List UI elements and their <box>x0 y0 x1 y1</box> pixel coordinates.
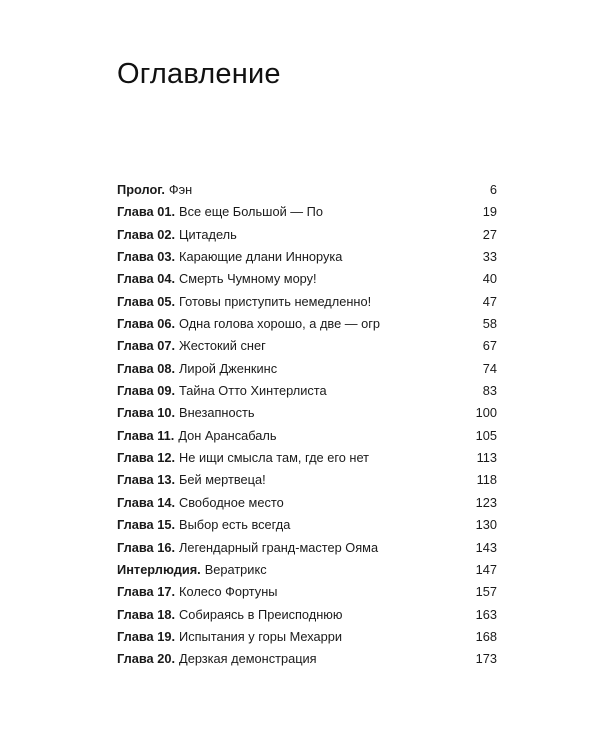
toc-entry-label: Глава 15. <box>117 517 176 533</box>
toc-entry-page-number: 157 <box>475 584 497 600</box>
toc-entry-label: Глава 01. <box>117 204 176 220</box>
toc-entry <box>117 626 497 648</box>
toc-entry-title: Свободное место <box>179 494 284 510</box>
toc-entry <box>117 246 497 268</box>
toc-entry <box>117 201 497 223</box>
toc-entry-title: Легендарный гранд-мастер Ояма <box>179 539 379 555</box>
toc-entry <box>117 268 497 290</box>
toc-entry-title: Не ищи смысла там, где его нет <box>179 450 370 466</box>
toc-entry-label: Интерлюдия. <box>117 561 201 577</box>
toc-entry-page-number: 100 <box>475 405 497 421</box>
toc-entry-page-number: 163 <box>475 606 497 622</box>
toc-entry-label: Глава 09. <box>117 383 176 399</box>
toc-entry-title: Собираясь в Преисподнюю <box>179 606 343 622</box>
toc-entry-label: Глава 04. <box>117 271 176 287</box>
toc-entry <box>117 648 497 670</box>
toc-entry-label: Глава 17. <box>117 584 176 600</box>
toc-entry-page-number: 27 <box>482 226 497 242</box>
toc-entry <box>117 469 497 491</box>
toc-entry-label: Глава 06. <box>117 316 176 332</box>
toc-entry-label: Глава 13. <box>117 472 176 488</box>
toc-entry-label: Глава 20. <box>117 651 176 667</box>
toc-entry-label: Глава 08. <box>117 360 176 376</box>
toc-entry <box>117 291 497 313</box>
toc-entry-page-number: 40 <box>482 271 497 287</box>
toc-entry-title: Лирой Дженкинс <box>179 360 278 376</box>
toc-entry <box>117 447 497 469</box>
toc-entry-title: Колесо Фортуны <box>179 584 278 600</box>
toc-entry-page-number: 58 <box>482 316 497 332</box>
toc-entry-page-number: 33 <box>482 249 497 265</box>
toc-entry <box>117 179 497 201</box>
toc-entry-title: Все еще Большой — По <box>179 204 323 220</box>
toc-entry-title: Смерть Чумному мору! <box>179 271 317 287</box>
toc-entry <box>117 358 497 380</box>
toc-entry-label: Глава 18. <box>117 606 176 622</box>
toc-entry-title: Дон Арансабаль <box>178 427 277 443</box>
toc-entry-page-number: 143 <box>475 539 497 555</box>
toc-entry-page-number: 19 <box>482 204 497 220</box>
toc-entry <box>117 313 497 335</box>
toc-entry <box>117 402 497 424</box>
toc-entry <box>117 581 497 603</box>
toc-entry-title: Готовы приступить немедленно! <box>179 293 372 309</box>
toc-entry-title: Фэн <box>168 182 193 197</box>
toc-entry <box>117 425 497 447</box>
toc-entry-page-number: 67 <box>482 338 497 354</box>
toc-entry <box>117 514 497 536</box>
toc-entry <box>117 537 497 559</box>
toc-entry-title: Карающие длани Иннорука <box>179 249 343 265</box>
toc-entry-label: Глава 12. <box>117 450 176 466</box>
toc-entry <box>117 604 497 626</box>
toc-entry-page-number: 105 <box>475 427 497 443</box>
toc-entry-title: Испытания у горы Мехарри <box>179 628 343 644</box>
toc-entry-label: Глава 02. <box>117 226 176 242</box>
toc-entry-title: Одна голова хорошо, а две — огр <box>179 316 381 332</box>
toc-entry-title: Бей мертвеца! <box>179 472 266 488</box>
toc-entry-label: Глава 05. <box>117 293 176 309</box>
toc-entry-page-number: 47 <box>482 293 497 309</box>
toc-entry-label: Глава 16. <box>117 539 176 555</box>
toc-entry-title: Дерзкая демонстрация <box>179 651 317 667</box>
toc-entry-page-number: 113 <box>476 450 497 466</box>
toc-entry-label: Глава 10. <box>117 405 176 421</box>
toc-entry-page-number: 123 <box>475 494 497 510</box>
toc-entry-title: Выбор есть всегда <box>179 517 291 533</box>
toc-entry-page-number: 173 <box>475 651 497 667</box>
table-of-contents <box>117 179 497 671</box>
toc-entry <box>117 492 497 514</box>
toc-entry-page-number: 118 <box>476 472 497 488</box>
toc-entry-page-number: 6 <box>489 182 497 197</box>
page-title: Оглавление <box>117 58 281 90</box>
toc-entry-label: Глава 11. <box>117 427 175 443</box>
toc-entry-title: Цитадель <box>179 226 237 242</box>
toc-entry-label: Глава 03. <box>117 249 176 265</box>
toc-entry-title: Вератрикс <box>204 561 267 577</box>
toc-entry-label: Глава 19. <box>117 628 176 644</box>
toc-entry-title: Внезапность <box>179 405 255 421</box>
toc-entry <box>117 380 497 402</box>
toc-entry-page-number: 74 <box>482 360 497 376</box>
toc-entry-page-number: 130 <box>475 517 497 533</box>
toc-entry-page-number: 83 <box>482 383 497 399</box>
toc-entry-label: Глава 14. <box>117 494 176 510</box>
toc-entry-page-number: 168 <box>475 628 497 644</box>
toc-entry-label: Глава 07. <box>117 338 176 354</box>
toc-entry <box>117 224 497 246</box>
toc-entry-title: Тайна Отто Хинтерлиста <box>179 383 327 399</box>
toc-entry <box>117 559 497 581</box>
toc-entry <box>117 335 497 357</box>
toc-entry-page-number: 147 <box>475 561 497 577</box>
toc-entry-title: Жестокий снег <box>179 338 266 354</box>
toc-entry-label: Пролог. <box>117 182 165 197</box>
